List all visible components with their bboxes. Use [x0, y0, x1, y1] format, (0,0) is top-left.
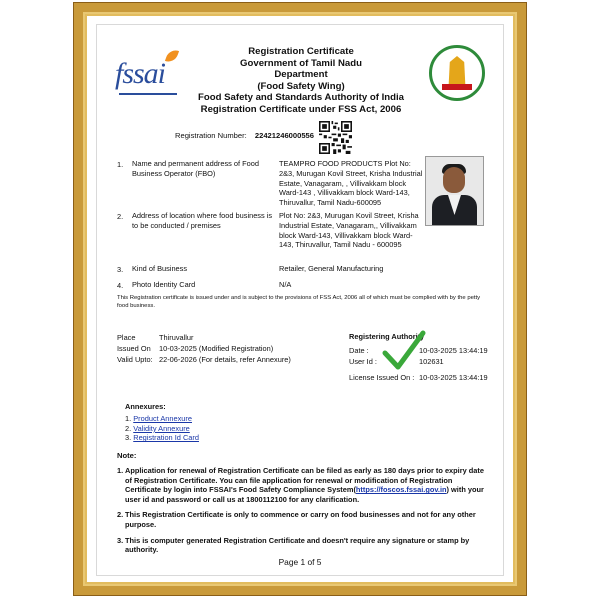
user-id-label: User Id : [349, 357, 377, 366]
item-2-label: Address of location where food business is to be conducted / premises [132, 211, 273, 230]
note-2-text: This Registration Certificate is only to commence or carry on food businesses and not for any other purpose. [125, 510, 476, 529]
registration-id-card-link[interactable]: Registration Id Card [133, 433, 199, 443]
header-wing: (Food Safety Wing) [257, 80, 345, 92]
note-1-text-b: ) with your user id and password or call us at 1800112100 for any clarification. [125, 485, 484, 504]
certificate-header [197, 46, 405, 116]
note-item-2 [117, 510, 489, 529]
license-issued-value: 10-03-2025 13:44:19 [419, 373, 488, 382]
qr-code-icon [319, 121, 352, 154]
registration-number-label: Registration Number: [175, 131, 247, 140]
header-authority: Food Safety and Standards Authority of India [198, 92, 404, 104]
item-3-number: 3. [117, 265, 124, 274]
foscos-link[interactable]: https://foscos.fssai.gov.in [355, 485, 447, 495]
registration-number [175, 131, 314, 140]
user-id-value: 102631 [419, 357, 444, 366]
note-title: Note: [117, 451, 137, 460]
header-title: Registration Certificate [248, 46, 354, 57]
green-check-icon [382, 329, 426, 373]
annexures [125, 402, 199, 443]
notes-list [117, 466, 489, 561]
item-4-number: 4. [117, 281, 124, 290]
item-2-value: Plot No: 2&3, Murugan Kovil Street, Krisha Industrial Estate, Vanagaram,, Villivakkam block Ward-143, Villivakkam block Ward-143, Thiruvallur, Tamil Nadu - 600095 [279, 211, 419, 250]
tamil-nadu-emblem-icon [429, 45, 485, 101]
note-2-number: 2. [117, 510, 124, 520]
fine-print: This Registration certificate is issued under and is subject to the provisions of FSS Act, 2006 all of which must be complied with by the petty food business. [117, 295, 481, 309]
logo-underline [119, 93, 177, 95]
temple-icon [445, 56, 469, 86]
photo-face [443, 167, 465, 193]
annexure-2-number: 2. [125, 423, 132, 433]
certificate-paper [96, 24, 504, 576]
annexure-1-number: 1. [125, 414, 132, 424]
place-label: Place [117, 333, 136, 342]
registration-number-value: 22421246000556 [254, 131, 315, 140]
item-3-label: Kind of Business [132, 264, 188, 273]
note-item-1 [117, 466, 489, 504]
note-1-text [125, 466, 489, 504]
product-annexure-link[interactable]: Product Annexure [133, 414, 192, 424]
license-issued-label: License Issued On : [349, 373, 415, 382]
header-department: Department [274, 69, 328, 81]
validity-annexure-link[interactable]: Validity Annexure [133, 423, 190, 433]
place-value: Thiruvallur [159, 333, 194, 342]
fssai-logo [115, 47, 181, 101]
place-block [117, 332, 291, 365]
item-4-label: Photo Identity Card [132, 280, 196, 289]
annexure-3-number: 3. [125, 433, 132, 443]
issued-value: 10-03-2025 (Modified Registration) [159, 344, 274, 353]
item-1-number: 1. [117, 160, 124, 169]
note-3-text: This is computer generated Registration Certificate and doesn't require any signature or stamp by authority. [125, 535, 470, 555]
date-label: Date : [349, 346, 369, 355]
header-act: Registration Certificate under FSS Act, 2006 [200, 103, 402, 115]
note-3-number: 3. [117, 535, 124, 545]
note-1-text-a: Application for renewal of Registration Certificate can be filed as early as 180 days prior to expiry date of Registration Certificate. You can file application for renewal or modification of Registration Certificate by login into FSSAI's Food Safety Compliance System( [125, 466, 484, 495]
valid-value: 22-06-2026 (For details, refer Annexure) [159, 355, 291, 364]
leaf-icon [165, 48, 179, 65]
item-3-value: Retailer, General Manufacturing [279, 264, 384, 273]
fssai-logo-text: fssai [115, 57, 166, 90]
authority-title: Registering Authority [349, 332, 425, 341]
issued-label: Issued On [117, 344, 151, 353]
note-1-number: 1. [117, 466, 124, 475]
date-value: 10-03-2025 13:44:19 [419, 346, 488, 355]
page-number: Page 1 of 5 [278, 557, 322, 567]
emblem-base [442, 84, 472, 90]
item-1-value: TEAMPRO FOOD PRODUCTS Plot No: 2&3, Murugan Kovil Street, Krisha Industrial Estate, Vanagaram, , Villivakkam block Ward-143 , Villivakkam block Ward-143, Thiruvallur, Tamil Nadu-600095 [279, 159, 423, 208]
header-government: Government of Tamil Nadu [240, 57, 362, 69]
item-4-value: N/A [279, 280, 292, 289]
operator-photo [425, 156, 484, 226]
item-2-number: 2. [117, 212, 124, 221]
note-item-3 [117, 536, 489, 555]
valid-label: Valid Upto: [117, 355, 153, 364]
item-1-label: Name and permanent address of Food Business Operator (FBO) [132, 159, 259, 178]
annexures-title: Annexures: [125, 402, 166, 411]
